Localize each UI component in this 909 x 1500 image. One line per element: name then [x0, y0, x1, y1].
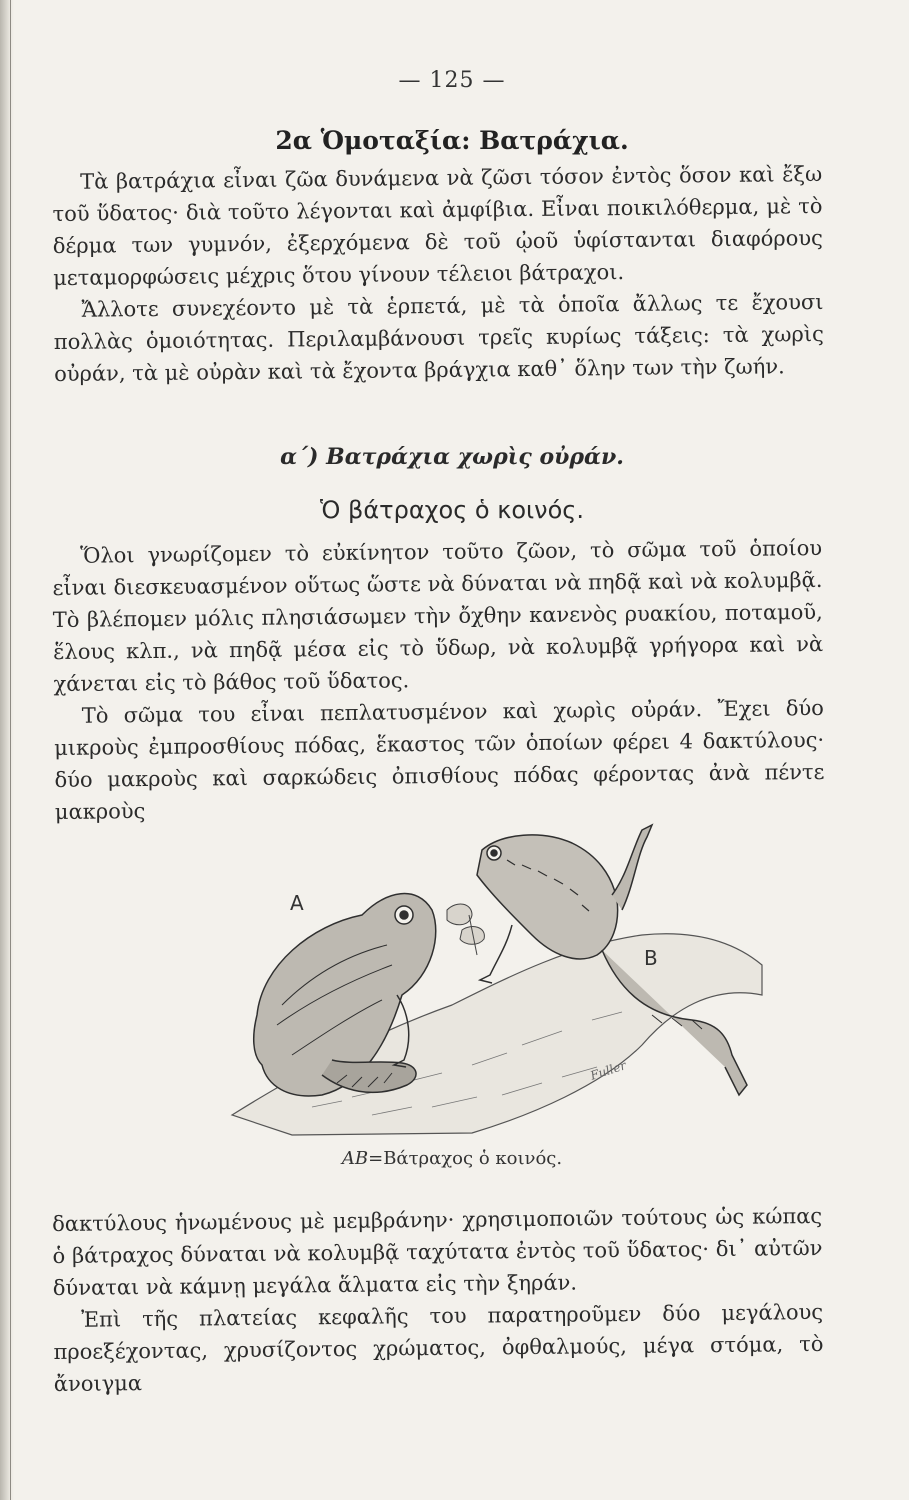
section-heading: 2α Ὁμοταξία: Βατράχια.	[275, 126, 629, 155]
intro-text	[52, 158, 824, 390]
plant-sprig	[447, 904, 484, 955]
species-title: Ὁ βάτραχος ὁ κοινός.	[320, 496, 584, 524]
continuation-text	[52, 1200, 824, 1400]
page-number: — 125 —	[398, 68, 506, 93]
species-paragraph-1: Ὅλοι γνωρίζομεν τὸ εὐκίνητον τοῦτο ζῶον, τὸ σῶμα τοῦ ὁποίου εἶναι διεσκευασμένον οὕτως ὥστε νὰ δύναται νὰ πηδᾷ καὶ νὰ κολυμβᾷ. Τὸ βλέπομεν μόλις πλησιάσωμεν τὴν ὄχθην κανενὸς ρυακίου, ποταμοῦ, ἕλους κλπ., νὰ πηδᾷ μέσα εἰς τὸ ὕδωρ, νὰ κολυμβᾷ γρήγορα καὶ νὰ χάνεται εἰς τὸ βάθος τοῦ ὕδατος.	[52, 535, 824, 696]
figure-caption	[52, 1148, 852, 1169]
species-text	[52, 532, 825, 828]
subsection-heading: α΄) Βατράχια χωρὶς οὐράν.	[280, 444, 624, 470]
continuation-paragraph-1: δακτύλους ἡνωμένους μὲ μεμβράνην· χρησιμοποιῶν τούτους ὡς κώπας ὁ βάτραχος δύναται νὰ κολυμβᾷ ταχύτατα ἐντὸς τοῦ ὕδατος· δι᾿ αὐτῶν δύναται νὰ κάμνῃ μεγάλα ἅλματα εἰς τὴν ξηράν.	[52, 1203, 823, 1300]
intro-paragraph-2: Ἄλλοτε συνεχέοντο μὲ τὰ ἑρπετά, μὲ τὰ ὁποῖα ἄλλως τε ἔχουσι πολλὰς ὁμοιότητας. Περιλαμβάνουσι τρεῖς κυρίως τάξεις: τὰ χωρὶς οὐράν, τὰ μὲ οὐρὰν καὶ τὰ ἔχοντα βράγχια καθ᾿ ὅλην των τὴν ζωήν.	[53, 289, 824, 386]
book-page	[52, 0, 852, 1500]
figure-label-b: B	[644, 946, 658, 970]
engraver-signature: Fuller	[588, 1058, 628, 1083]
figure-label-a: A	[290, 891, 304, 915]
frog-illustration	[172, 815, 782, 1140]
frog-engraving	[172, 815, 782, 1140]
species-paragraph-2: Τὸ σῶμα του εἶναι πεπλατυσμένον καὶ χωρὶς οὐράν. Ἔχει δύο μικροὺς ἐμπροσθίους πόδας, ἕκαστος τῶν ὁποίων φέρει 4 δακτύλους· δύο μακροὺς καὶ σαρκώδεις ὀπισθίους πόδας φέροντας ἀνὰ πέντε μακροὺς	[54, 695, 825, 824]
continuation-paragraph-2: Ἐπὶ τῆς πλατείας κεφαλῆς του παρατηροῦμεν δύο μεγάλους προεξέχοντας, χρυσίζοντος χρώματος, ὀφθαλμούς, μέγα στόμα, τὸ ἄνοιγμα	[53, 1299, 824, 1396]
figure-caption-text: =Βάτραχος ὁ κοινός.	[368, 1148, 563, 1169]
page-binding-edge	[10, 0, 11, 1500]
frog-a	[254, 894, 436, 1096]
intro-paragraph-1: Τὰ βατράχια εἶναι ζῶα δυνάμενα νὰ ζῶσι τόσον ἐντὸς ὅσον καὶ ἔξω τοῦ ὕδατος· διὰ τοῦτο λέγονται καὶ ἀμφίβια. Εἶναι ποικιλόθερμα, μὲ τὸ δέρμα των γυμνόν, ἐξερχόμενα δὲ τοῦ ᾠοῦ ὑφίστανται διαφόρους μεταμορφώσεις μέχρις ὅτου γίνουν τέλειοι βάτραχοι.	[52, 161, 823, 290]
figure-caption-key: AB	[341, 1148, 369, 1169]
page-binding-shadow	[0, 0, 14, 1500]
